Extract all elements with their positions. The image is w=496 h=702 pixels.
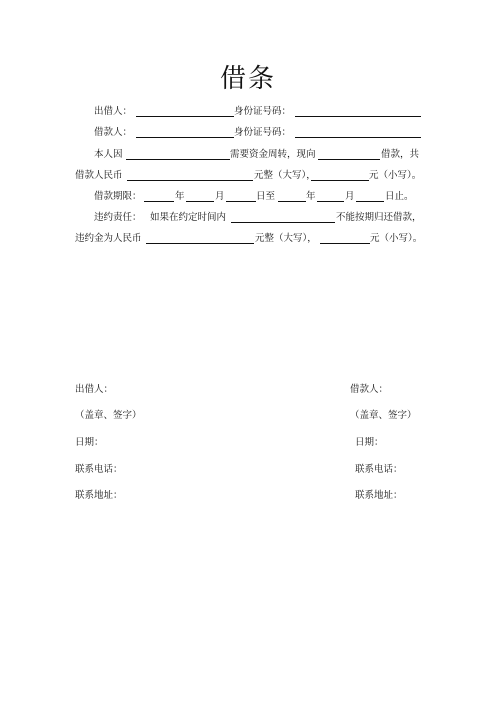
penalty-lower-blank[interactable]: [320, 232, 370, 244]
penalty-amount-prefix: 违约金为人民币: [75, 233, 142, 244]
reason-blank[interactable]: [126, 148, 230, 160]
end-year-label: 年: [306, 191, 316, 202]
penalty-upper-label: 元整（大写），: [255, 233, 317, 244]
lender-id-blank[interactable]: [295, 105, 421, 117]
document-title: 借条: [219, 64, 276, 94]
phone-right: 联系电话：: [355, 464, 403, 475]
end-day-blank[interactable]: [356, 190, 384, 202]
penalty-date-blank[interactable]: [231, 211, 335, 223]
penalty-lower-label: 元（小写）。: [370, 233, 423, 244]
reason-suffix: 借款，共: [381, 149, 420, 160]
reason-prefix: 本人因: [94, 149, 123, 160]
lender-id-label: 身份证号码：: [234, 106, 292, 117]
start-year-label: 年: [175, 191, 185, 202]
date-right: 日期：: [355, 437, 384, 448]
penalty-text2: 不能按期归还借款，: [336, 212, 422, 223]
seal-right: （盖章、签字）: [350, 410, 417, 421]
address-left: 联系地址：: [75, 490, 123, 501]
start-day-blank[interactable]: [226, 190, 256, 202]
lender-label: 出借人：: [94, 106, 133, 117]
sign-lender-label: 出借人：: [75, 384, 114, 395]
sign-borrower-label: 借款人：: [350, 384, 389, 395]
borrower-name-blank[interactable]: [136, 126, 234, 138]
end-month-label: 月: [345, 191, 355, 202]
borrower-id-label: 身份证号码：: [234, 127, 292, 138]
start-month-blank[interactable]: [186, 190, 214, 202]
amount-lower-blank[interactable]: [311, 169, 369, 181]
borrower-id-blank[interactable]: [295, 126, 421, 138]
amount-lower-label: 元（小写）。: [369, 170, 422, 181]
address-right: 联系地址：: [355, 490, 403, 501]
reason-mid: 需要资金周转，现向: [230, 149, 316, 160]
end-year-blank[interactable]: [278, 190, 306, 202]
borrower-label: 借款人：: [94, 127, 133, 138]
amount-upper-blank[interactable]: [127, 169, 253, 181]
start-year-blank[interactable]: [144, 190, 174, 202]
term-label: 借款期限：: [94, 191, 142, 202]
penalty-upper-blank[interactable]: [146, 232, 254, 244]
penalty-text: 如果在约定时间内: [150, 212, 227, 223]
amount-prefix: 借款人民币: [75, 170, 123, 181]
penalty-label: 违约责任：: [94, 212, 142, 223]
start-month-label: 月: [215, 191, 225, 202]
lender-ref-blank[interactable]: [318, 148, 380, 160]
end-month-blank[interactable]: [317, 190, 344, 202]
amount-upper-label: 元整（大写），: [254, 170, 316, 181]
phone-left: 联系电话：: [75, 464, 123, 475]
lender-name-blank[interactable]: [136, 105, 234, 117]
date-left: 日期：: [75, 437, 104, 448]
day-to-label: 日至: [256, 191, 276, 202]
seal-left: （盖章、签字）: [75, 410, 142, 421]
day-end-label: 日止。: [385, 191, 414, 202]
